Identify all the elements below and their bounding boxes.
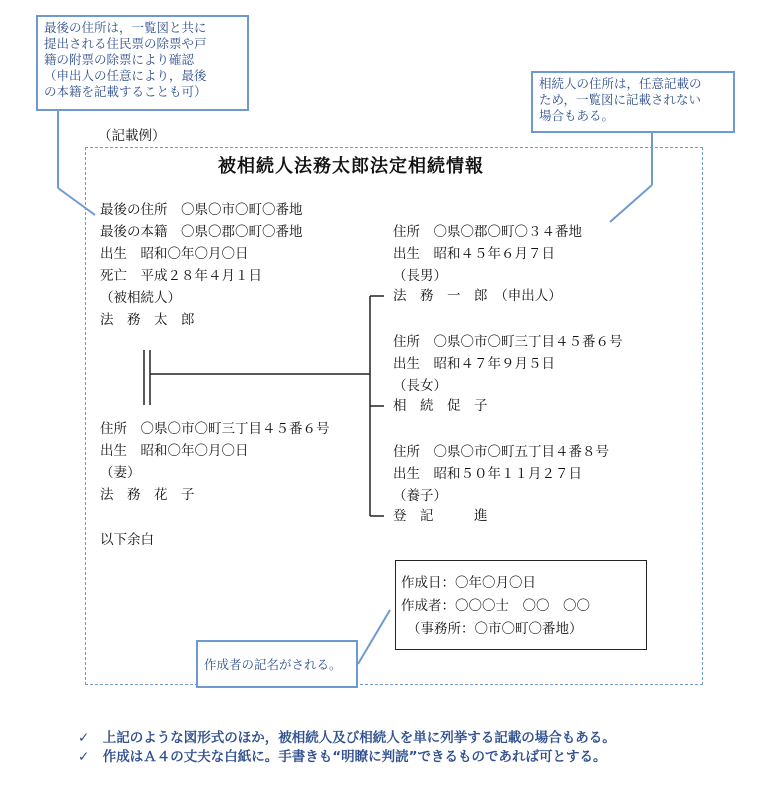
spouse-relation: （妻） xyxy=(100,465,141,481)
callout-text: ため，一覧図に記載されない xyxy=(539,92,702,107)
heir-3-address: 住所 〇県〇市〇町五丁目４番８号 xyxy=(393,444,609,460)
heir-1-address: 住所 〇県〇郡〇町〇３４番地 xyxy=(393,224,582,240)
example-label: （記載例） xyxy=(98,128,166,144)
callout-top-left xyxy=(36,15,249,111)
callout-text: （申出人の任意により，最後 xyxy=(44,68,207,83)
heir-1-name: 法 務 一 郎 （申出人） xyxy=(393,288,562,304)
decedent-birth: 出生 昭和〇年〇月〇日 xyxy=(100,246,249,262)
callout-text: の本籍を記載することも可） xyxy=(44,84,207,99)
heir-3-birth: 出生 昭和５０年１１月２７日 xyxy=(393,466,582,482)
maker-author: 作成者：〇〇〇士 〇〇 〇〇 xyxy=(401,598,590,614)
decedent-relation: （被相続人） xyxy=(100,290,181,306)
maker-office: （事務所：〇市〇町〇番地） xyxy=(407,621,583,637)
heir-2-birth: 出生 昭和４７年９月５日 xyxy=(393,356,555,372)
note-line-2: ✓ 作成はＡ４の丈夫な白紙に。手書きも“明瞭に判読”できるものであれば可とする。 xyxy=(78,749,607,765)
document-title: 被相続人法務太郎法定相続情報 xyxy=(218,156,484,177)
heir-2-address: 住所 〇県〇市〇町三丁目４５番６号 xyxy=(393,334,623,350)
decedent-last-address: 最後の住所 〇県〇市〇町〇番地 xyxy=(100,202,303,218)
spouse-address: 住所 〇県〇市〇町三丁目４５番６号 xyxy=(100,421,330,437)
spouse-name: 法 務 花 子 xyxy=(100,487,195,503)
decedent-last-domicile: 最後の本籍 〇県〇郡〇町〇番地 xyxy=(100,224,303,240)
heir-1-relation: （長男） xyxy=(393,268,447,284)
callout-text: 最後の住所は，一覧図と共に xyxy=(44,20,207,35)
callout-bottom xyxy=(196,640,358,688)
maker-date: 作成日：〇年〇月〇日 xyxy=(401,575,536,591)
heir-1-birth: 出生 昭和４５年６月７日 xyxy=(393,246,555,262)
remainder-text: 以下余白 xyxy=(100,532,154,548)
callout-top-right xyxy=(531,71,735,133)
callout-text: 場合もある。 xyxy=(539,108,615,123)
callout-text: 作成者の記名がされる。 xyxy=(204,657,342,672)
callout-text: 提出される住民票の除票や戸 xyxy=(44,36,207,51)
heir-3-relation: （養子） xyxy=(393,488,447,504)
heir-2-relation: （長女） xyxy=(393,378,447,394)
heir-2-name: 相 続 促 子 xyxy=(393,398,488,414)
heir-3-name: 登 記 進 xyxy=(393,508,488,524)
callout-text: 相続人の住所は，任意記載の xyxy=(539,76,702,91)
spouse-birth: 出生 昭和〇年〇月〇日 xyxy=(100,443,249,459)
decedent-name: 法 務 太 郎 xyxy=(100,312,195,328)
note-line-1: ✓ 上記のような図形式のほか，被相続人及び相続人を単に列挙する記載の場合もある。 xyxy=(78,730,616,746)
decedent-death: 死亡 平成２８年４月１日 xyxy=(100,268,262,284)
callout-text: 籍の附票の除票により確認 xyxy=(44,52,195,67)
